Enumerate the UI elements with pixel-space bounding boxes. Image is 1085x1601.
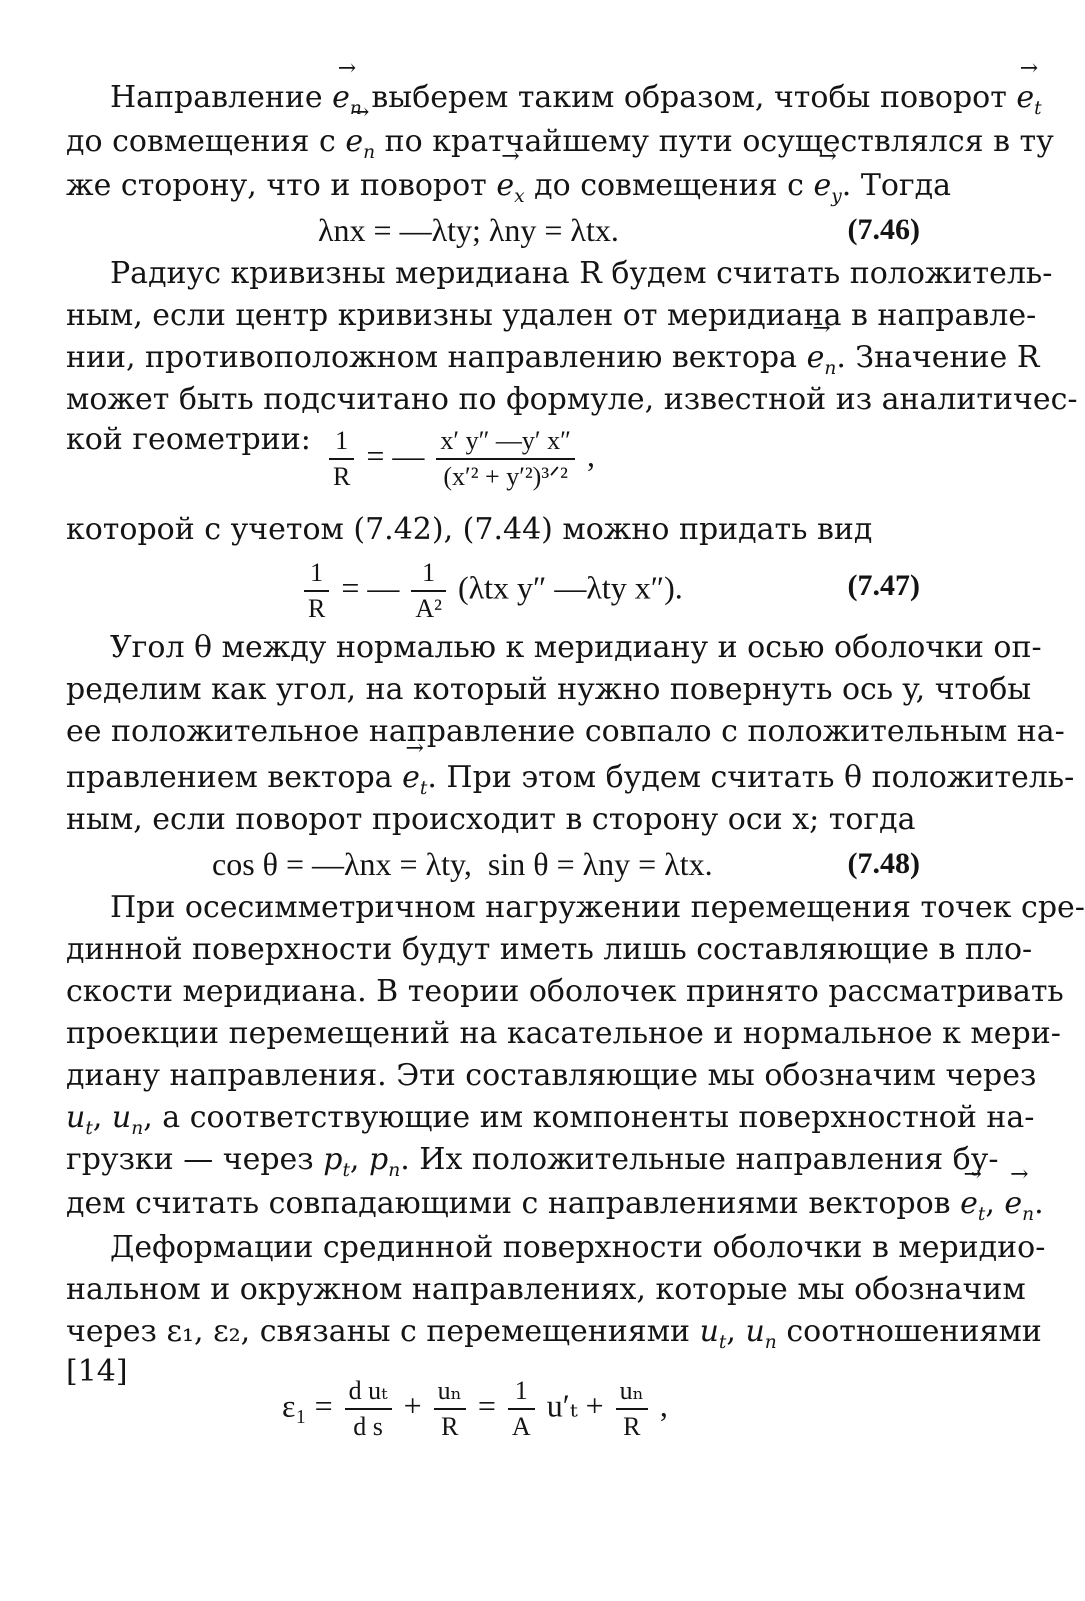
vector-ey: → $e_y$ <box>813 168 841 215</box>
p2-line-2: ным, если центр кривизны удален от меридиана в направле- <box>66 298 1037 333</box>
p5-line-2: динной поверхности будут иметь лишь составляющие в пло- <box>66 932 1033 967</box>
equation-7-48 <box>212 846 713 882</box>
vector-et: → $e_t$ <box>1016 80 1041 127</box>
p2-line-5: кой геометрии: <box>66 422 311 457</box>
fraction: $\frac{1}{A}$ <box>508 1376 535 1442</box>
equals-sign: = — <box>366 437 425 474</box>
symbol: $u_t$, $u_n$, <box>66 1100 153 1139</box>
symbol: $u_t$, $u_n$ <box>699 1314 777 1353</box>
text: . Значение R <box>836 340 1040 375</box>
equation-7-47 <box>300 558 683 624</box>
fraction: $\frac{1}{R}$ <box>304 558 329 624</box>
formula-part: cos θ = —λnx = λty, <box>212 846 472 882</box>
symbol: $p_t$, $p_n$ <box>323 1142 401 1181</box>
vector-et: → $e_t$ <box>960 1186 985 1233</box>
p6-line-4: [14] <box>66 1354 128 1389</box>
formula-part: sin θ = λny = λtx. <box>487 846 713 882</box>
text: дем считать совпадающими с направлениями векторов <box>66 1186 951 1221</box>
p2-line-1: Радиус кривизны меридиана R будем считать положитель- <box>110 256 1053 291</box>
text: . Их положительные направления бу- <box>400 1142 999 1177</box>
formula-part: ε₁ = <box>282 1387 333 1424</box>
text: соотношениями <box>786 1314 1042 1349</box>
curvature-formula <box>325 426 595 492</box>
text: до совмещения с <box>534 168 804 203</box>
p5-line-3: скости меридиана. В теории оболочек принято рассматривать <box>66 974 1064 1009</box>
p5-line-7 <box>66 1142 999 1189</box>
p5-line-4: проекции перемещений на касательное и нормальное к мери- <box>66 1016 1061 1051</box>
text: Направление <box>110 80 323 115</box>
vector-en: → $e_n$ <box>345 124 375 171</box>
p5-line-1: При осесимметричном нагружении перемещения точек сре- <box>110 890 1085 925</box>
p6-line-1: Деформации срединной поверхности оболочки в меридио- <box>110 1230 1046 1265</box>
p1-line-2 <box>66 124 1054 171</box>
text: выберем таким образом, чтобы поворот <box>371 80 1007 115</box>
p4-line-2: ределим как угол, на который нужно повернуть ось y, чтобы <box>66 672 1032 707</box>
p1-line-1 <box>110 80 1042 127</box>
text: по кратчайшему пути осуществлялся в ту <box>384 124 1054 159</box>
plus-sign: + <box>403 1387 422 1424</box>
fraction: $\frac{\text{uₙ}}{R}$ <box>616 1376 648 1442</box>
vector-en: → $e_n$ <box>332 80 362 127</box>
text: же сторону, что и поворот <box>66 168 487 203</box>
equation-7-49-a <box>282 1376 668 1442</box>
text: . При этом будем считать θ положитель- <box>427 760 1075 795</box>
text: а соответствующие им компоненты поверхностной на- <box>162 1100 1035 1135</box>
equation-number: (7.46) <box>847 213 920 246</box>
formula-part: λny = λtx. <box>488 212 619 248</box>
formula-part: u′ₜ + <box>546 1387 604 1424</box>
fraction: $\frac{x' y'' —y' x''}{\text{(x′² + y′²)³ᐟ²}}$ <box>436 426 575 492</box>
text: через ε₁, ε₂, связаны с перемещениями <box>66 1314 691 1349</box>
fraction: $\frac{\text{d uₜ}}{\text{d s}}$ <box>345 1376 392 1442</box>
equation-number: (7.48) <box>847 847 920 880</box>
fraction: $\frac{1}{\text{A²}}$ <box>411 558 446 624</box>
p5-line-8 <box>66 1186 1044 1233</box>
p5-line-6 <box>66 1100 1035 1147</box>
p4-line-5: ным, если поворот происходит в сторону оси x; тогда <box>66 802 916 837</box>
p4-line-4 <box>66 760 1075 807</box>
formula-part: (λtx y″ —λty x″). <box>457 569 683 606</box>
p4-line-1: Угол θ между нормалью к меридиану и осью оболочки оп- <box>110 630 1042 665</box>
p4-line-3: ее положительное направление совпало с положительным на- <box>66 714 1065 749</box>
equation-7-46 <box>318 212 619 248</box>
equals-sign: = — <box>341 569 400 606</box>
p3-line: которой с учетом (7.42), (7.44) можно придать вид <box>66 512 873 547</box>
equation-number: (7.47) <box>847 569 920 602</box>
vector-en: → $e_n$ <box>807 340 837 387</box>
equals-sign: = <box>477 1387 496 1424</box>
text: грузки — через <box>66 1142 314 1177</box>
comma: , <box>659 1387 668 1424</box>
p6-line-2: нальном и окружном направлениях, которые мы обозначим <box>66 1272 1026 1307</box>
p2-line-3 <box>66 340 1040 387</box>
fraction: $\frac{\text{uₙ}}{R}$ <box>434 1376 466 1442</box>
p5-line-5: диану направления. Эти составляющие мы обозначим через <box>66 1058 1037 1093</box>
text: до совмещения с <box>66 124 336 159</box>
p1-line-3 <box>66 168 951 215</box>
text: правлением вектора <box>66 760 393 795</box>
fraction: $\frac{1}{R}$ <box>329 426 354 492</box>
formula-part: λnx = —λty; <box>318 212 481 248</box>
vector-en: → $e_n$ <box>1004 1186 1034 1233</box>
vector-ex: → $e_x$ <box>496 168 524 215</box>
symbol: → $e_t$, → $e_n$. <box>960 1186 1044 1221</box>
comma: , <box>586 437 595 474</box>
p2-line-4: может быть подсчитано по формуле, известной из аналитичес- <box>66 382 1078 417</box>
vector-et: → $e_t$ <box>402 760 427 807</box>
text: . Тогда <box>841 168 951 203</box>
text: нии, противоположном направлению вектора <box>66 340 798 375</box>
